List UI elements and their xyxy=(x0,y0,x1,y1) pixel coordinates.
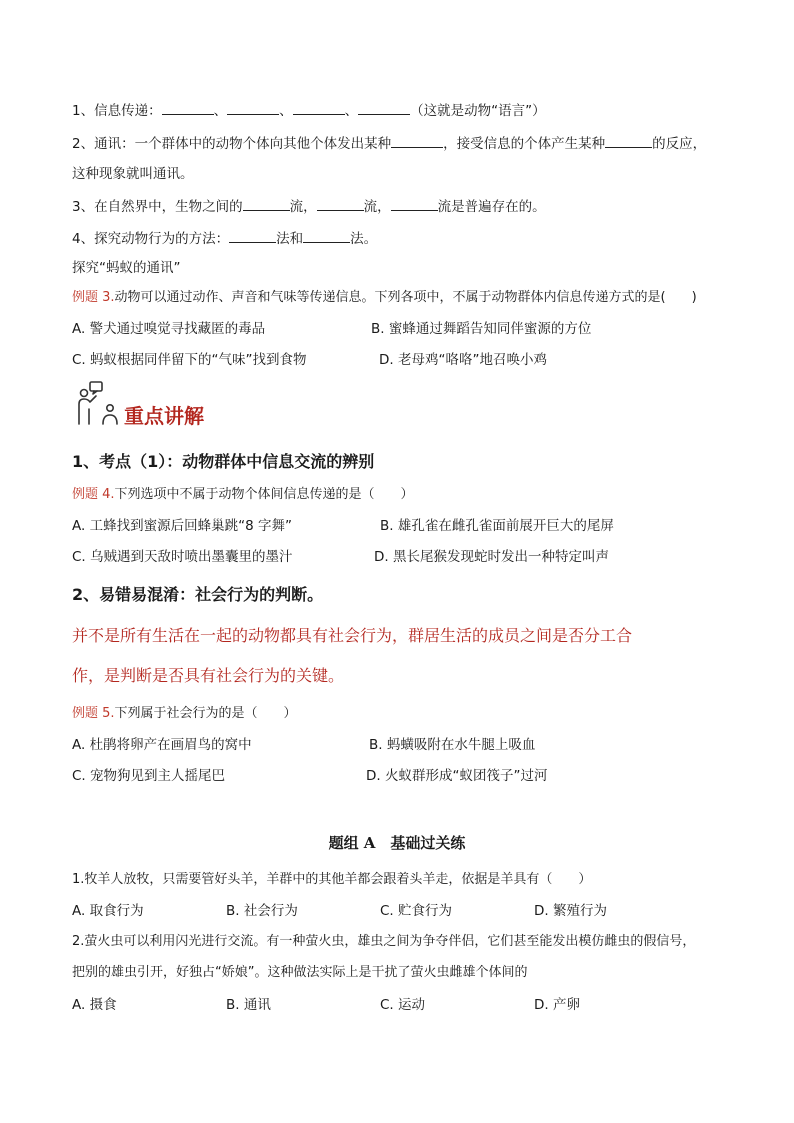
blank[interactable] xyxy=(303,228,350,243)
question-stem: 下列属于社会行为的是（ ） xyxy=(114,706,297,721)
fill-item-3-text-d: 流是普遍存在的。 xyxy=(437,199,546,215)
separator: 、 xyxy=(279,103,293,119)
option-b[interactable]: B. 雄孔雀在雌孔雀面前展开巨大的尾屏 xyxy=(380,518,614,534)
fill-item-1-prefix: 1、信息传递： xyxy=(72,103,162,119)
option-a[interactable]: A. 警犬通过嗅觉寻找藏匿的毒品 xyxy=(72,321,266,337)
blank[interactable] xyxy=(162,100,214,115)
fill-item-2-text-c: 的反应， xyxy=(652,136,707,152)
example-label: 例题 3. xyxy=(72,290,115,305)
fill-item-4-text-a: 4、探究动物行为的方法： xyxy=(72,231,230,247)
option-a[interactable]: A. 摄食 xyxy=(72,997,117,1013)
blank[interactable] xyxy=(293,100,345,115)
option-c[interactable]: C. 宠物狗见到主人摇尾巴 xyxy=(72,768,226,784)
fill-item-4-text-b: 法和 xyxy=(276,231,304,247)
fill-item-2-cont: 这种现象就叫通讯。 xyxy=(72,166,194,182)
example-5-stem xyxy=(72,704,297,724)
option-d[interactable]: D. 火蚁群形成“蚁团筏子”过河 xyxy=(366,768,548,784)
group-a-q2-stem-cont: 把别的雄虫引开，好独占“娇娘”。这种做法实际上是干扰了萤火虫雌雄个体间的 xyxy=(72,965,528,980)
example-label: 例题 4. xyxy=(72,487,115,502)
fill-item-4 xyxy=(72,228,377,249)
blank[interactable] xyxy=(605,133,652,148)
group-a-q1-stem: 1.牧羊人放牧，只需要管好头羊，羊群中的其他羊都会跟着头羊走，依据是羊具有（ ） xyxy=(72,872,592,887)
point-2-heading: 2、易错易混淆：社会行为的判断。 xyxy=(72,585,324,604)
fill-item-4-text-c: 法。 xyxy=(350,231,378,247)
blank[interactable] xyxy=(391,196,438,211)
blank[interactable] xyxy=(317,196,364,211)
option-c[interactable]: C. 运动 xyxy=(380,997,426,1013)
separator: 、 xyxy=(344,103,359,119)
explanation-line: 并不是所有生活在一起的动物都具有社会行为，群居生活的成员之间是否分工合 xyxy=(72,626,633,645)
point-2-explanation xyxy=(72,616,732,696)
section-title: 重点讲解 xyxy=(124,404,204,428)
fill-item-3 xyxy=(72,196,546,217)
option-b[interactable]: B. 蚂蟥吸附在水牛腿上吸血 xyxy=(369,737,536,753)
blank[interactable] xyxy=(358,100,410,115)
blank[interactable] xyxy=(227,100,279,115)
fill-item-3-text-b: 流， xyxy=(289,199,317,215)
blank[interactable] xyxy=(243,196,290,211)
example-3-stem xyxy=(72,288,697,308)
option-a[interactable]: A. 工蜂找到蜜源后回蜂巢跳“8 字舞” xyxy=(72,518,292,534)
fill-item-2 xyxy=(72,133,706,154)
teacher-presenting-icon xyxy=(76,380,122,428)
option-d[interactable]: D. 产卵 xyxy=(534,997,580,1013)
example-label: 例题 5. xyxy=(72,706,115,721)
point-1-heading: 1、考点（1）：动物群体中信息交流的辨别 xyxy=(72,452,375,471)
blank[interactable] xyxy=(229,228,276,243)
group-a-title: 题组 A 基础过关练 xyxy=(328,834,466,852)
option-b[interactable]: B. 通讯 xyxy=(226,997,271,1013)
option-c[interactable]: C. 乌贼遇到天敌时喷出墨囊里的墨汁 xyxy=(72,549,293,565)
group-a-q2-stem: 2.萤火虫可以利用闪光进行交流。有一种萤火虫，雄虫之间为争夺伴侣，它们甚至能发出模仿雌虫的假信号， xyxy=(72,934,696,949)
fill-item-3-text-c: 流， xyxy=(363,199,391,215)
fill-item-1-suffix: （这就是动物“语言”） xyxy=(410,103,546,119)
fill-item-3-text-a: 3、在自然界中，生物之间的 xyxy=(72,199,243,215)
example-4-stem xyxy=(72,485,414,505)
option-c[interactable]: C. 蚂蚁根据同伴留下的“气味”找到食物 xyxy=(72,352,307,368)
option-d[interactable]: D. 黑长尾猴发现蛇时发出一种特定叫声 xyxy=(374,549,609,565)
option-b[interactable]: B. 社会行为 xyxy=(226,903,298,919)
fill-item-2-text-b: ，接受信息的个体产生某种 xyxy=(443,136,606,152)
option-a[interactable]: A. 取食行为 xyxy=(72,903,144,919)
explanation-line: 作，是判断是否具有社会行为的关键。 xyxy=(72,666,345,685)
option-b[interactable]: B. 蜜蜂通过舞蹈告知同伴蜜源的方位 xyxy=(371,321,592,337)
explore-title: 探究“蚂蚁的通讯” xyxy=(72,260,181,276)
separator: 、 xyxy=(213,103,228,119)
blank[interactable] xyxy=(391,133,443,148)
fill-item-1 xyxy=(72,100,546,121)
fill-item-2-text-a: 2、通讯：一个群体中的动物个体向其他个体发出某种 xyxy=(72,136,392,152)
option-d[interactable]: D. 老母鸡“咯咯”地召唤小鸡 xyxy=(379,352,547,368)
question-stem: 下列选项中不属于动物个体间信息传递的是（ ） xyxy=(114,487,414,502)
option-c[interactable]: C. 贮食行为 xyxy=(380,903,453,919)
option-d[interactable]: D. 繁殖行为 xyxy=(534,903,607,919)
question-stem: 动物可以通过动作、声音和气味等传递信息。下列各项中，不属于动物群体内信息传递方式的是( ) xyxy=(114,290,697,305)
option-a[interactable]: A. 杜鹃将卵产在画眉鸟的窝中 xyxy=(72,737,252,753)
